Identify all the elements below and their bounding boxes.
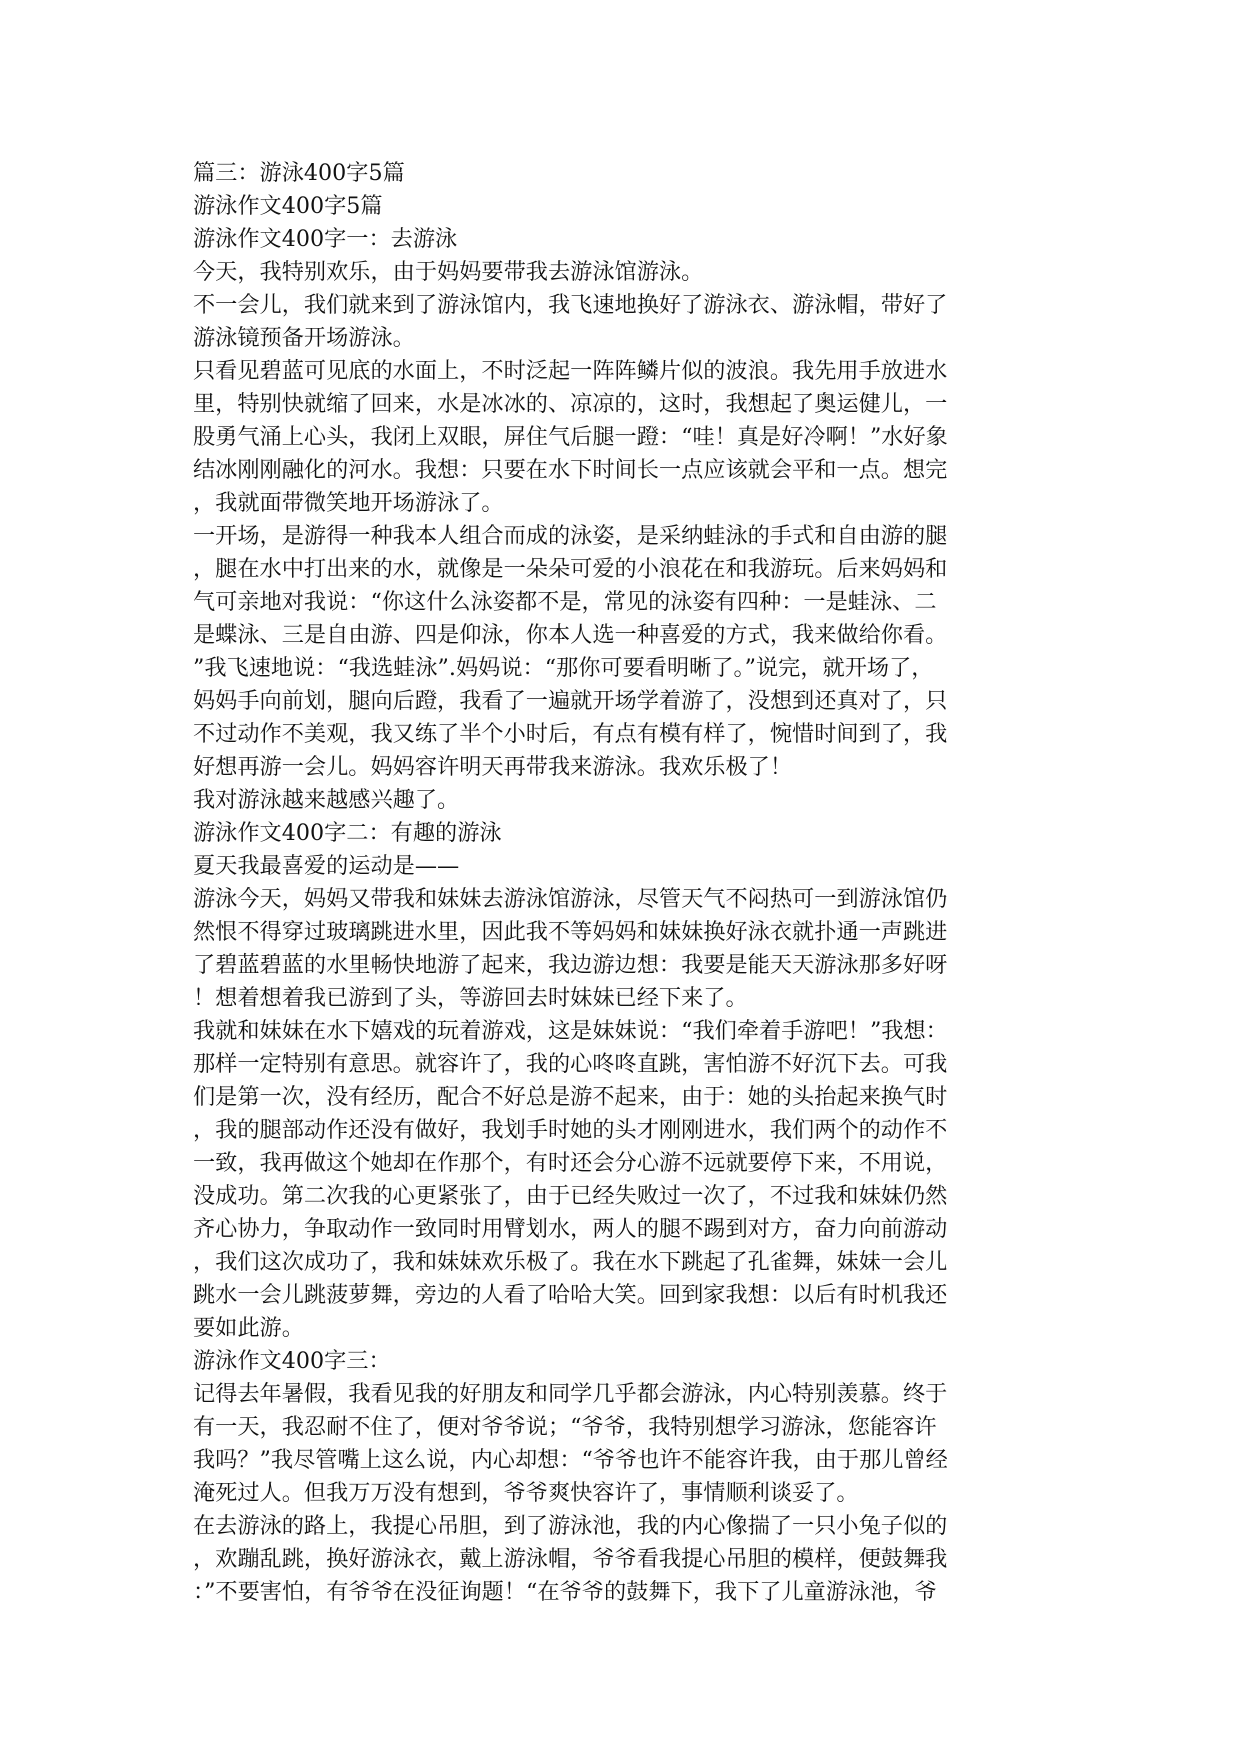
text-line: ！想着想着我已游到了头，等游回去时妹妹已经下来了。 bbox=[193, 985, 748, 1011]
text-line: 游泳镜预备开场游泳。 bbox=[193, 325, 415, 351]
essay-heading: 游泳作文400字三： bbox=[193, 1348, 391, 1374]
text-line: 记得去年暑假，我看见我的好朋友和同学几乎都会游泳，内心特别羡慕。终于 bbox=[193, 1381, 948, 1407]
text-line: 们是第一次，没有经历，配合不好总是游不起来，由于：她的头抬起来换气时 bbox=[193, 1084, 948, 1110]
text-line: ，腿在水中打出来的水，就像是一朵朵可爱的小浪花在和我游玩。后来妈妈和 bbox=[193, 556, 948, 582]
text-line: 不过动作不美观，我又练了半个小时后，有点有模有样了，惋惜时间到了，我 bbox=[193, 721, 948, 747]
text-line: 妈妈手向前划，腿向后蹬，我看了一遍就开场学着游了，没想到还真对了，只 bbox=[193, 688, 948, 714]
text-line: 淹死过人。但我万万没有想到，爷爷爽快容许了，事情顺利谈妥了。 bbox=[193, 1480, 859, 1506]
text-line: 没成功。第二次我的心更紧张了，由于已经失败过一次了，不过我和妹妹仍然 bbox=[193, 1183, 948, 1209]
text-line: ：”不要害怕，有爷爷在没征询题！“在爷爷的鼓舞下，我下了儿童游泳池，爷 bbox=[193, 1579, 937, 1605]
text-line: 股勇气涌上心头，我闭上双眼，屏住气后腿一蹬：“哇！真是好冷啊！”水好象 bbox=[193, 424, 948, 450]
text-line: 游泳今天，妈妈又带我和妹妹去游泳馆游泳，尽管天气不闷热可一到游泳馆仍 bbox=[193, 886, 948, 912]
text-line: 我对游泳越来越感兴趣了。 bbox=[193, 787, 460, 813]
text-line: 一开场，是游得一种我本人组合而成的泳姿，是采纳蛙泳的手式和自由游的腿 bbox=[193, 523, 948, 549]
text-line: 了碧蓝碧蓝的水里畅快地游了起来，我边游边想：我要是能天天游泳那多好呀 bbox=[193, 952, 948, 978]
section-heading: 篇三：游泳400字5篇 bbox=[193, 160, 405, 186]
text-line: 是蝶泳、三是自由游、四是仰泳，你本人选一种喜爱的方式，我来做给你看。 bbox=[193, 622, 948, 648]
text-line: 好想再游一会儿。妈妈容许明天再带我来游泳。我欢乐极了！ bbox=[193, 754, 793, 780]
text-line: 不一会儿，我们就来到了游泳馆内，我飞速地换好了游泳衣、游泳帽，带好了 bbox=[193, 292, 948, 318]
essay-heading: 游泳作文400字一：去游泳 bbox=[193, 226, 458, 252]
text-line: ，我的腿部动作还没有做好，我划手时她的头才刚刚进水，我们两个的动作不 bbox=[193, 1117, 948, 1143]
text-line: ，我们这次成功了，我和妹妹欢乐极了。我在水下跳起了孔雀舞，妹妹一会儿 bbox=[193, 1249, 948, 1275]
text-line: 今天，我特别欢乐，由于妈妈要带我去游泳馆游泳。 bbox=[193, 259, 704, 285]
text-line: 气可亲地对我说：“你这什么泳姿都不是，常见的泳姿有四种：一是蛙泳、二 bbox=[193, 589, 937, 615]
text-line: 结冰刚刚融化的河水。我想：只要在水下时间长一点应该就会平和一点。想完 bbox=[193, 457, 948, 483]
text-line: 我就和妹妹在水下嬉戏的玩着游戏，这是妹妹说：“我们牵着手游吧！”我想： bbox=[193, 1018, 948, 1044]
text-line: 跳水一会儿跳菠萝舞，旁边的人看了哈哈大笑。回到家我想：以后有时机我还 bbox=[193, 1282, 948, 1308]
text-line: 齐心协力，争取动作一致同时用臂划水，两人的腿不踢到对方，奋力向前游动 bbox=[193, 1216, 948, 1242]
document-body bbox=[193, 157, 1055, 1609]
text-line: 那样一定特别有意思。就容许了，我的心咚咚直跳，害怕游不好沉下去。可我 bbox=[193, 1051, 948, 1077]
text-line: 要如此游。 bbox=[193, 1315, 304, 1341]
text-line: ，我就面带微笑地开场游泳了。 bbox=[193, 490, 504, 516]
text-line: 夏天我最喜爱的运动是—— bbox=[193, 853, 460, 879]
document-title: 游泳作文400字5篇 bbox=[193, 193, 383, 219]
text-line: 有一天，我忍耐不住了，便对爷爷说；“爷爷，我特别想学习游泳，您能容许 bbox=[193, 1414, 937, 1440]
text-line: ”我飞速地说：“我选蛙泳”.妈妈说：“那你可要看明晰了。”说完，就开场了， bbox=[193, 655, 934, 681]
text-line: 里，特别快就缩了回来，水是冰冰的、凉凉的，这时，我想起了奥运健儿，一 bbox=[193, 391, 948, 417]
text-line: 只看见碧蓝可见底的水面上，不时泛起一阵阵鳞片似的波浪。我先用手放进水 bbox=[193, 358, 948, 384]
text-line: ，欢蹦乱跳，换好游泳衣，戴上游泳帽，爷爷看我提心吊胆的模样，便鼓舞我 bbox=[193, 1546, 948, 1572]
essay-heading: 游泳作文400字二：有趣的游泳 bbox=[193, 820, 502, 846]
text-line: 一致，我再做这个她却在作那个，有时还会分心游不远就要停下来，不用说， bbox=[193, 1150, 948, 1176]
text-line: 然恨不得穿过玻璃跳进水里，因此我不等妈妈和妹妹换好泳衣就扑通一声跳进 bbox=[193, 919, 948, 945]
text-line: 我吗？”我尽管嘴上这么说，内心却想：“爷爷也许不能容许我，由于那儿曾经 bbox=[193, 1447, 948, 1473]
text-line: 在去游泳的路上，我提心吊胆，到了游泳池，我的内心像揣了一只小兔子似的 bbox=[193, 1513, 948, 1539]
